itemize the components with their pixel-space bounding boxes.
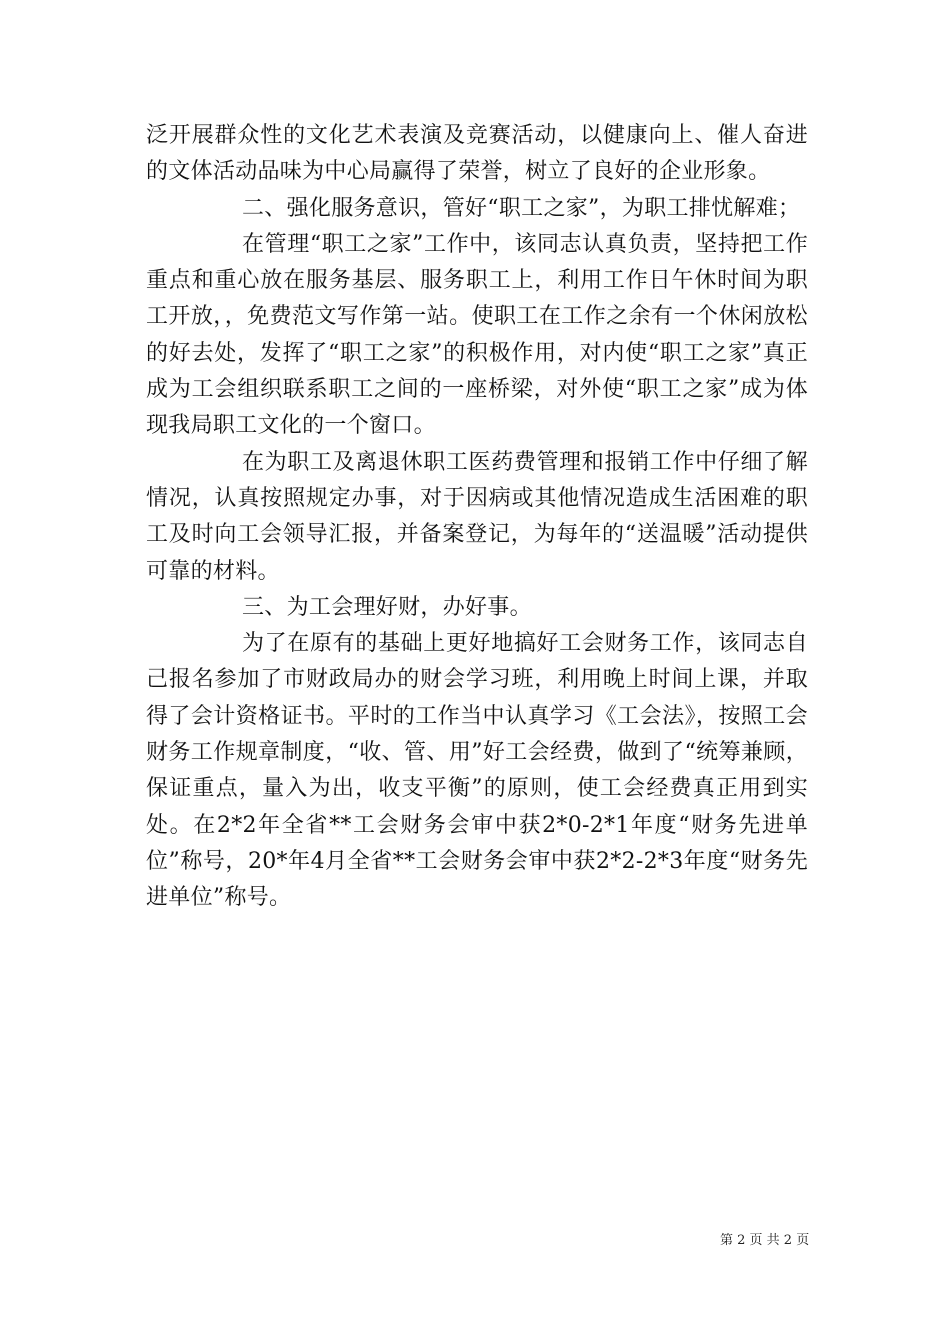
page-number-footer: 第 2 页 共 2 页 bbox=[720, 1233, 810, 1248]
paragraph-medical-expenses: 在为职工及离退休职工医药费管理和报销工作中仔细了解情况，认真按照规定办事，对于因病或其他情况造成生活困难的职工及时向工会领导汇报，并备案登记，为每年的“送温暖”活动提供可靠的材料。 bbox=[146, 449, 808, 584]
heading-service-awareness: 二、强化服务意识，管好“职工之家”，为职工排忧解难； bbox=[242, 195, 801, 221]
document-body bbox=[146, 118, 808, 917]
heading-finance: 三、为工会理好财，办好事。 bbox=[242, 594, 532, 620]
paragraph-workers-home: 在管理“职工之家”工作中，该同志认真负责，坚持把工作重点和重心放在服务基层、服务职工上，利用工作日午休时间为职工开放，，免费范文写作第一站。使职工在工作之余有一个休闲放松的好去处，发挥了“职工之家”的积极作用，对内使“职工之家”真正成为工会组织联系职工之间的一座桥梁，对外使“职工之家”成为体现我局职工文化的一个窗口。 bbox=[146, 231, 808, 439]
paragraph-finance-work: 为了在原有的基础上更好地搞好工会财务工作，该同志自己报名参加了市财政局办的财会学习班，利用晚上时间上课，并取得了会计资格证书。平时的工作当中认真学习《工会法》，按照工会财务工作规章制度，“收、管、用”好工会经费，做到了“统筹兼顾，保证重点，量入为出，收支平衡”的原则，使工会经费真正用到实处。在2*2年全省**工会财务会审中获2*0-2*1年度“财务先进单位”称号，20*年4月全省**工会财务会审中获2*2-2*3年度“财务先进单位”称号。 bbox=[146, 631, 808, 911]
paragraph-culture: 泛开展群众性的文化艺术表演及竞赛活动，以健康向上、催人奋进的文体活动品味为中心局赢得了荣誉，树立了良好的企业形象。 bbox=[146, 123, 808, 185]
